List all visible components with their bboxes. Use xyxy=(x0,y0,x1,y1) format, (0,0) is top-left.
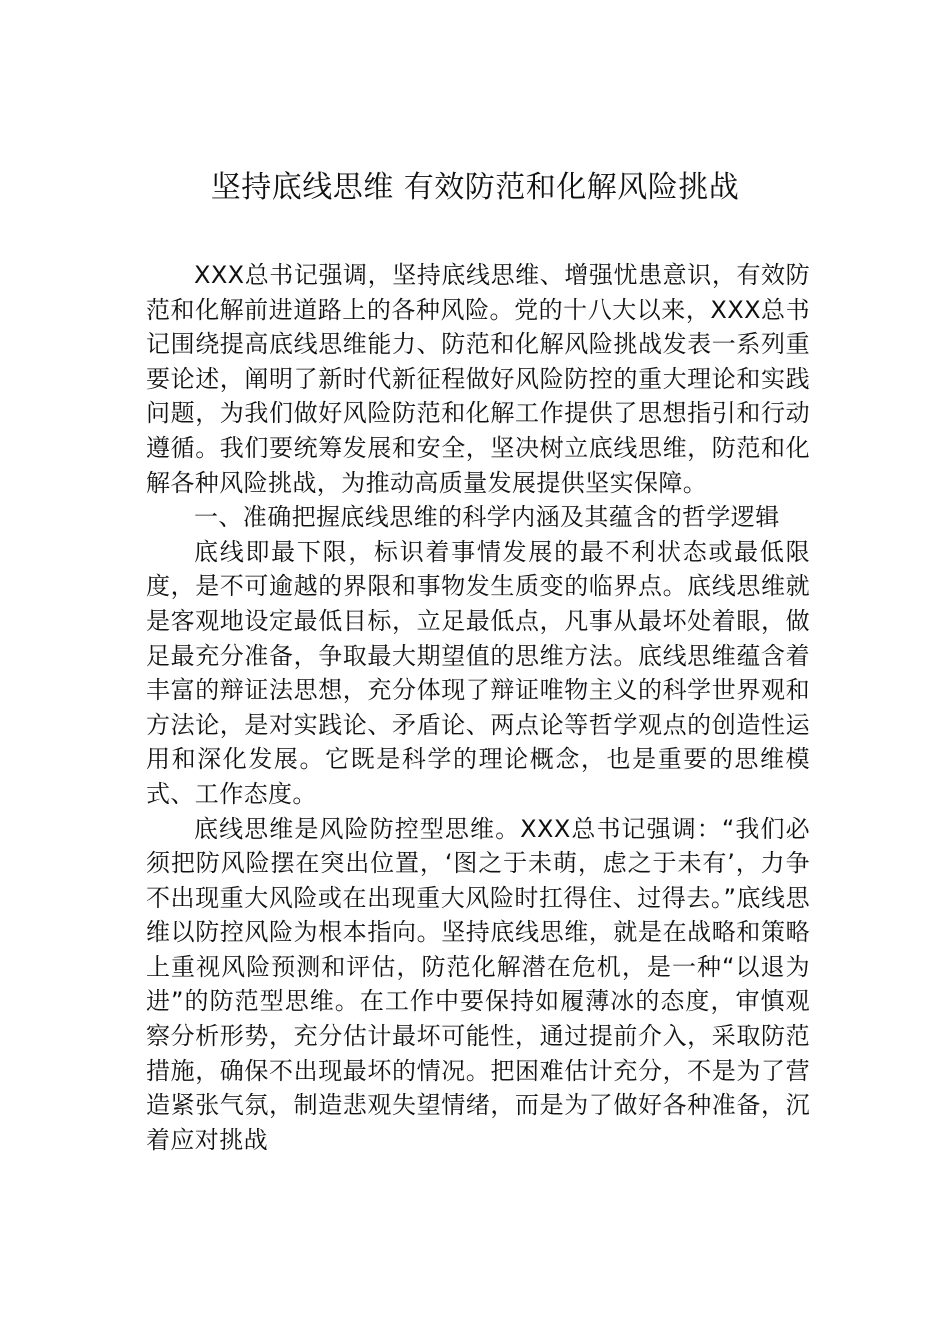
document-title: 坚持底线思维 有效防范和化解风险挑战 xyxy=(210,170,740,205)
paragraph-risk-prevention: 底线思维是风险防控型思维。XXX总书记强调：“我们必须把防风险摆在突出位置，‘图之于未萌，虑之于未有’，力争不出现重大风险或在出现重大风险时扛得住、过得去。”底线思维以防控风险为根本指向。坚持底线思维，就是在战略和策略上重视风险预测和评估，防范化解潜在危机，是一种“以退为进”的防范型思维。在工作中要保持如履薄冰的态度，审慎观察分析形势，充分估计最坏可能性，通过提前介入，采取防范措施，确保不出现最坏的情况。把困难估计充分，不是为了营造紧张气氛，制造悲观失望情绪，而是为了做好各种准备，沉着应对挑战 xyxy=(146,814,810,1154)
document-body xyxy=(146,258,810,1157)
paragraph-bottom-line-definition: 底线即最下限，标识着事情发展的最不利状态或最低限度，是不可逾越的界限和事物发生质变的临界点。底线思维就是客观地设定最低目标，立足最低点，凡事从最坏处着眼，做足最充分准备，争取最大期望值的思维方法。底线思维蕴含着丰富的辩证法思想，充分体现了辩证唯物主义的科学世界观和方法论，是对实践论、矛盾论、两点论等哲学观点的创造性运用和深化发展。它既是科学的理论概念，也是重要的思维模式、工作态度。 xyxy=(146,537,810,808)
paragraph-intro: XXX总书记强调，坚持底线思维、增强忧患意识，有效防范和化解前进道路上的各种风险。党的十八大以来，XXX总书记围绕提高底线思维能力、防范和化解风险挑战发表一系列重要论述，阐明了新时代新征程做好风险防控的重大理论和实践问题，为我们做好风险防范和化解工作提供了思想指引和行动遵循。我们要统筹发展和安全，坚决树立底线思维，防范和化解各种风险挑战，为推动高质量发展提供坚实保障。 xyxy=(146,261,810,497)
section-heading-1: 一、准确把握底线思维的科学内涵及其蕴含的哲学逻辑 xyxy=(194,503,780,532)
